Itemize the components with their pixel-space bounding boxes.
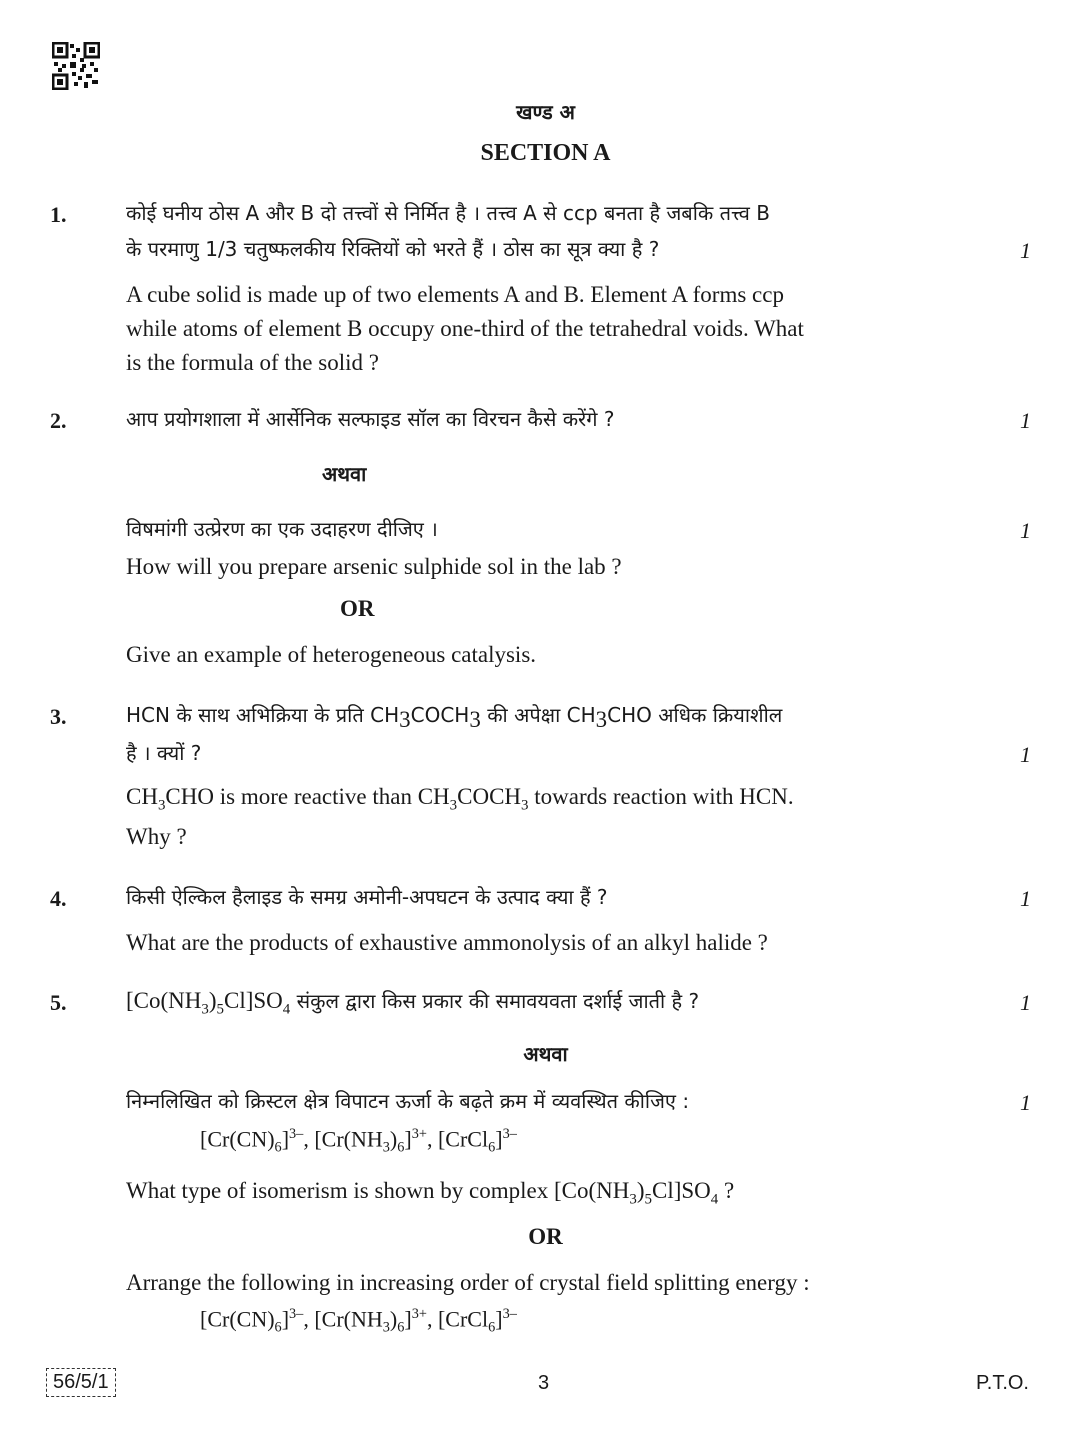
question-5-english: What type of isomerism is shown by complex $[Co(NH_3)_5Cl]SO_4$ ? [126,1178,735,1208]
marks-label: 1 [1020,990,1031,1015]
question-1-english-line-1: A cube solid is made up of two elements A and B. Element A forms ccp [126,282,784,307]
qr-code-icon [52,42,100,90]
question-2-alt-english: Give an example of heterogeneous catalysis. [126,642,537,667]
question-5-alt-english: Arrange the following in increasing order of crystal field splitting energy : [126,1270,810,1295]
question-number: 1. [50,202,67,227]
question-1-english-line-3: is the formula of the solid ? [126,350,379,375]
section-heading-hindi: खण्ड अ [516,100,575,124]
complex-formula-list: $[Cr(CN)_6]^{3-}$, $[Cr(NH_3)_6]^{3+}$, [CrCl$_6$]$^{3-}$ [200,1126,517,1156]
or-label-hindi: अथवा [322,462,367,486]
question-1-hindi-line-1: कोई घनीय ठोस A और B दो तत्त्वों से निर्मित है । तत्त्व A से ccp बनता है जबकि तत्त्व B [126,201,770,225]
question-2-hindi: आप प्रयोगशाला में आर्सेनिक सल्फाइड सॉल का विरचन कैसे करेंगे ? [126,407,615,431]
question-2-alt-hindi: विषमांगी उत्प्रेरण का एक उदाहरण दीजिए । [126,517,438,541]
marks-label: 1 [1020,238,1031,263]
marks-label: 1 [1020,408,1031,433]
pto-label: P.T.O. [976,1372,1029,1394]
question-1-english-line-2: while atoms of element B occupy one-third of the tetrahedral voids. What [126,316,804,341]
marks-label: 1 [1020,742,1031,767]
question-5-hindi: $[Co(NH_3)_5Cl]SO_4$ संकुल द्वारा किस प्रकार की समावयवता दर्शाई जाती है ? [126,988,700,1018]
or-label: OR [528,1224,563,1249]
question-number: 4. [50,886,67,911]
paper-code: 56/5/1 [46,1368,116,1397]
question-3-hindi-line-2: है । क्यों ? [126,741,202,765]
question-3-english-line-2: Why ? [126,824,187,849]
complex-formula-list: $[Cr(CN)_6]^{3-}$, $[Cr(NH_3)_6]^{3+}$, [CrCl$_6$]$^{3-}$ [200,1306,517,1336]
marks-label: 1 [1020,518,1031,543]
question-number: 3. [50,704,67,729]
question-5-alt-hindi: निम्नलिखित को क्रिस्टल क्षेत्र विपाटन ऊर्जा के बढ़ते क्रम में व्यवस्थित कीजिए : [126,1089,690,1113]
marks-label: 1 [1020,886,1031,911]
question-4-english: What are the products of exhaustive ammonolysis of an alkyl halide ? [126,930,768,955]
question-3-english-line-1: $CH_3CHO$ is more reactive than $CH_3COCH_3$ towards reaction with HCN. [126,784,794,814]
question-4-hindi: किसी ऐल्किल हैलाइड के समग्र अमोनी-अपघटन के उत्पाद क्या हैं ? [126,885,608,909]
question-number: 2. [50,408,67,433]
question-1-hindi-line-2: के परमाणु 1/3 चतुष्फलकीय रिक्तियों को भरते हैं । ठोस का सूत्र क्या है ? [126,237,660,261]
question-2-english: How will you prepare arsenic sulphide sol in the lab ? [126,554,622,579]
or-label-hindi: अथवा [523,1042,568,1066]
section-heading: SECTION A [480,140,611,166]
marks-label: 1 [1020,1090,1031,1115]
question-3-hindi-line-1: HCN के साथ अभिक्रिया के प्रति $CH_3COCH_3$ की अपेक्षा $CH_3CHO$ अधिक क्रियाशील [126,703,783,732]
question-number: 5. [50,990,67,1015]
or-label: OR [340,596,375,621]
page-number: 3 [538,1372,550,1394]
